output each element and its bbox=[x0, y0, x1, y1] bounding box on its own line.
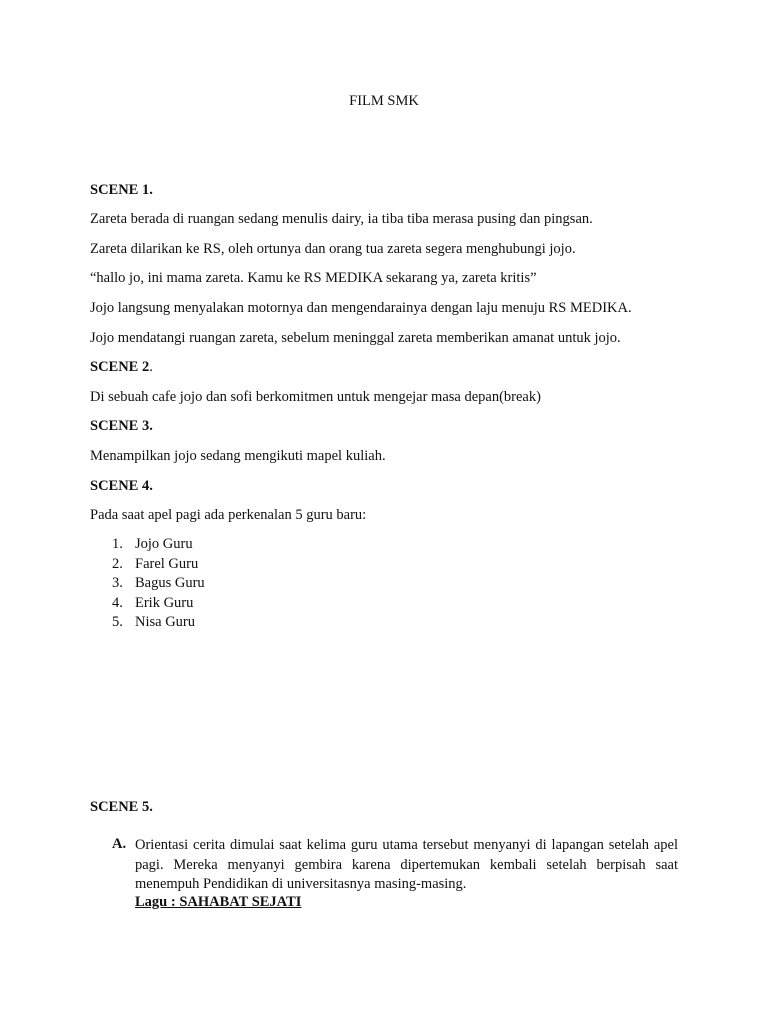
list-item-number: 1. bbox=[112, 536, 123, 552]
scene-1-line-4: Jojo langsung menyalakan motornya dan mengendarainya dengan laju menuju RS MEDIKA. bbox=[90, 300, 632, 316]
scene-1-heading: SCENE 1. bbox=[90, 182, 153, 198]
scene-5-item-label: A. bbox=[112, 836, 127, 852]
list-item-text: Farel Guru bbox=[135, 555, 199, 572]
scene-2-heading: SCENE 2 bbox=[90, 359, 150, 375]
scene-1-line-5: Jojo mendatangi ruangan zareta, sebelum meninggal zareta memberikan amanat untuk jojo. bbox=[90, 330, 621, 346]
list-item bbox=[112, 594, 205, 614]
scene-3-heading: SCENE 3. bbox=[90, 418, 153, 434]
list-item-text: Nisa Guru bbox=[135, 614, 196, 630]
list-item-number: 3. bbox=[112, 575, 123, 591]
teacher-list bbox=[112, 535, 205, 633]
scene-5-heading: SCENE 5. bbox=[90, 799, 153, 815]
list-item-number: 2. bbox=[112, 555, 123, 572]
song-title: Lagu : SAHABAT SEJATI bbox=[135, 894, 302, 910]
list-item-number: 5. bbox=[112, 614, 123, 630]
scene-4-heading: SCENE 4. bbox=[90, 478, 153, 494]
list-item-number: 4. bbox=[112, 594, 123, 611]
list-item-text: Bagus Guru bbox=[135, 575, 205, 591]
scene-1-line-1: Zareta berada di ruangan sedang menulis dairy, ia tiba tiba merasa pusing dan pingsan. bbox=[90, 211, 593, 227]
scene-2-heading-suffix: . bbox=[149, 359, 153, 375]
scene-3-line-1: Menampilkan jojo sedang mengikuti mapel kuliah. bbox=[90, 448, 386, 464]
list-item-text: Jojo Guru bbox=[135, 536, 193, 552]
list-item bbox=[112, 535, 205, 555]
scene-1-line-3: “hallo jo, ini mama zareta. Kamu ke RS MEDIKA sekarang ya, zareta kritis” bbox=[90, 270, 537, 286]
scene-2-heading-row bbox=[90, 359, 153, 376]
scene-5-item-text: Orientasi cerita dimulai saat kelima guru utama tersebut menyanyi di lapangan setelah apel pagi. Mereka menyanyi gembira karena dipertemukan kembali setelah berpisah saat menempuh Pendidikan di universitasnya masing-masing. bbox=[135, 837, 678, 892]
list-item bbox=[112, 555, 205, 575]
scene-5-item-a bbox=[112, 836, 678, 895]
scene-1-line-2: Zareta dilarikan ke RS, oleh ortunya dan orang tua zareta segera menghubungi jojo. bbox=[90, 241, 576, 257]
scene-4-line-1: Pada saat apel pagi ada perkenalan 5 guru baru: bbox=[90, 507, 367, 523]
scene-2-line-1: Di sebuah cafe jojo dan sofi berkomitmen untuk mengejar masa depan(break) bbox=[90, 389, 541, 405]
document-title: FILM SMK bbox=[349, 93, 419, 109]
list-item bbox=[112, 574, 205, 594]
list-item bbox=[112, 613, 205, 633]
list-item-text: Erik Guru bbox=[135, 594, 194, 611]
